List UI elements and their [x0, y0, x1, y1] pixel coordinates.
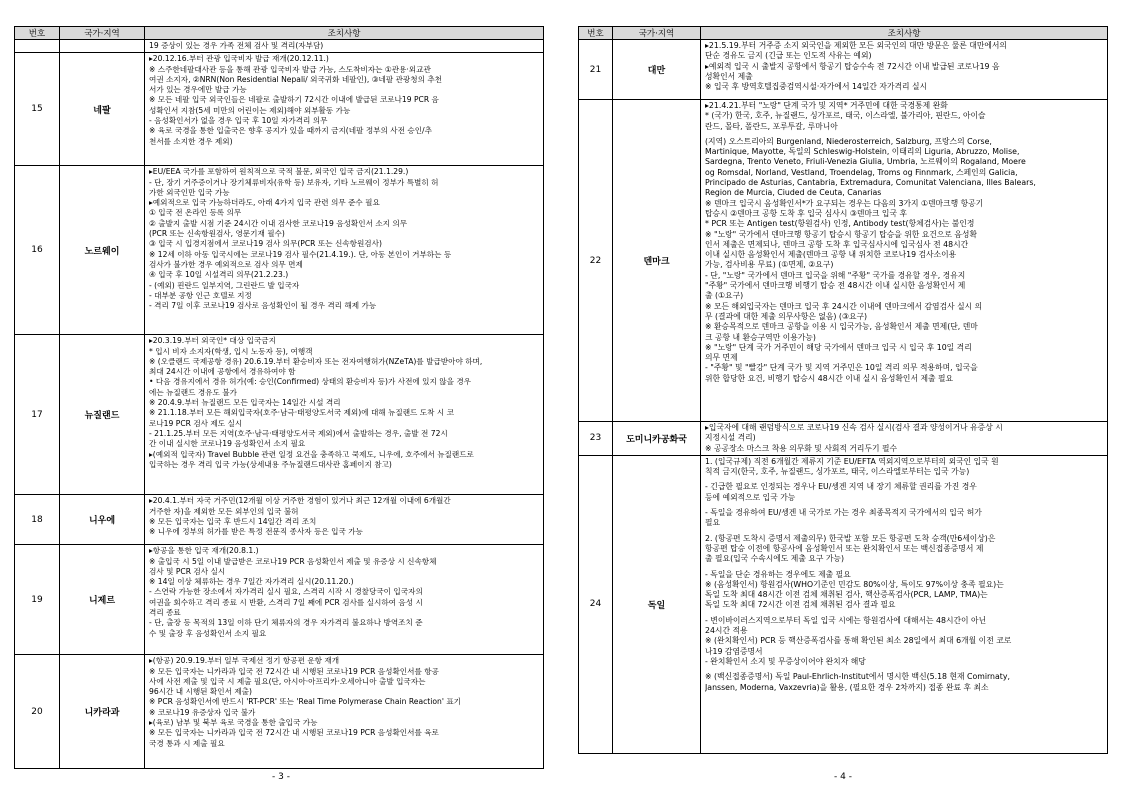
measure-line: 단순 경유도 금지 (긴급 또는 인도적 사유는 예외): [705, 51, 872, 61]
measure-line: 등에 예외적으로 입국 가능: [705, 492, 796, 502]
measure-line: (PCR 또는 신속항원검사, 영문기재 필수): [149, 229, 285, 239]
measure-line: 검사가 불가한 경우 예외적으로 검사 의무 면제: [149, 259, 303, 269]
measure-line: * PCR 또는 Antigen test(항원검사) 인정, Antibody test(항체검사)는 불인정: [705, 219, 975, 229]
measure-line: ※ "노랑" 국가에서 덴마크행 항공기 탑승시 항공기 탑승을 위한 요건으로 음성확: [705, 229, 977, 239]
table-row: [15, 655, 544, 769]
row-number: 18: [15, 495, 60, 545]
measure-line: ▸예외적 입국 시 출발지 공항에서 항공기 탑승수속 전 72시간 이내 발급된 코로나19 음: [705, 61, 1000, 71]
measure-line: 로나19 PCR 검사 제도 실시: [149, 418, 243, 428]
measure-line: 독일 도착 최대 48시간 이전 검체 채취된 검사, 핵산증폭검사(PCR, LAMP, TMA)는: [705, 590, 988, 600]
header-no: 번호: [579, 27, 613, 40]
measure-line: 여권을 회수하고 격리 종료 시 반환, 스격리 7일 째에 PCR 검사를 실시하여 음성 시: [149, 597, 423, 607]
measure-line: 항공편 탑승 이전에 항공사에 음성확인서 또는 완치확인서 또는 백신접종증명서 제: [705, 543, 984, 553]
measure-line: - 긴급한 필요로 인정되는 경우나 EU/솅겐 지역 내 장기 체류할 권리를 가진 경우: [705, 482, 977, 492]
measure-line: ※ 모든 해외입국자는 덴마크 입국 후 24시간 이내에 덴마크에서 감염검사 실시 의: [705, 301, 983, 311]
measure-line: - 음성확인서가 없을 경우 입국 후 10일 자가격리 의무: [149, 116, 328, 126]
row-number: 21: [579, 40, 613, 100]
measure-line: 탑승시 ②덴마크 공항 도착 후 입국 심사시 ③덴마크 입국 후: [705, 208, 907, 218]
page-number-left: - 3 -: [272, 772, 290, 782]
row-number: 17: [15, 335, 60, 495]
country-name: 니우에: [60, 495, 145, 545]
measure-line: 최대 24시간 이내에 공항에서 경유하여야 함: [149, 367, 296, 377]
measure-line: 이내 실시한 음성확인서 제출(덴마크 공항 내 위치한 코로나19 검사소이용: [705, 250, 957, 260]
measure-line: ※ (오클랜드 국제공항 경유) 20.6.19.부터 환승비자 또는 전자여행허가(NZeTA)를 발급받아야 하며,: [149, 356, 483, 366]
measure-line: 나19 감염증명서: [705, 646, 763, 656]
measure-line: (지역) 오스트리아의 Burgenland, Niederosterreich, Salzburg, 프랑스의 Corse,: [705, 136, 992, 146]
header-country: 국가·지역: [60, 27, 145, 40]
measure-line: ※ 12세 이하 아동 입국시에는 코로나19 검사 필수(21.4.19.). 단, 아동 본인이 거부하는 등: [149, 249, 452, 259]
measure-line: - "주황" 및 "빨강" 단계 국가 및 지역 거주민은 10일 격리 의무 적용하며, 입국을: [705, 363, 978, 373]
measure-line: ③ 입국 시 입경지점에서 코로나19 검사 의무(PCR 또는 신속항원검사): [149, 239, 382, 249]
measure-line: 크 공항 내 환승구역만 이용가능): [705, 332, 816, 342]
measure-line: ▸(예외적 입국자) Travel Bubble 관련 일정 요건을 충족하고 쿡제도, 니우에, 호주에서 뉴질랜드로: [149, 449, 474, 459]
measure-line: ※ 모든 입국자는 니카라과 입국 전 72시간 내 시행된 코로나19 PCR 음성확인서를 육로: [149, 728, 439, 738]
measure-line: 거주한 자)을 제외한 모든 외부인의 입국 불허: [149, 506, 299, 516]
measure-line: 격리 종료: [149, 608, 181, 618]
measure-line: ④ 입국 후 10일 시설격리 의무(21.2.23.): [149, 270, 289, 280]
country-name: 뉴질랜드: [60, 335, 145, 495]
measure-line: Sardegna, Trento Veneto, Friuli-Venezia Giulia, Umbria, 노르웨이의 Rogaland, Moere: [705, 157, 1026, 167]
measures-cell: [701, 455, 1108, 753]
measures-cell: [145, 166, 544, 335]
table-row: [15, 53, 544, 166]
measure-line: 칙적 금지(한국, 호주, 뉴질랜드, 싱가포르, 태국, 이스라엘로부터는 입국 가능): [705, 467, 970, 477]
measure-line: 출 필요(입국 수속시에도 제출 요구 가능): [705, 554, 844, 564]
country-name: 도미니카공화국: [613, 422, 701, 456]
measure-line: 위한 합당한 요건, 비행기 탑승시 48시간 이내 실시 음성확인서 제출 필요: [705, 373, 954, 383]
row-number: 20: [15, 655, 60, 769]
measure-line: - 단, 출장 등 목적의 13일 이하 단기 체류자의 경우 자가격리 불요하나 방역조치 준: [149, 618, 423, 628]
measure-line: ※ 공공장소 마스크 착용 의무화 및 사회적 거리두기 필수: [705, 443, 898, 453]
measure-line: 24시간 적용: [705, 626, 748, 636]
measure-line: 인서 제출은 면제되나, 덴마크 공항 도착 후 입국심사시에 입국심사 전 48시간: [705, 239, 969, 249]
measure-line: Martinique, Mayotte, 독일의 Schleswig-Holstein, 이태리의 Liguria, Abruzzo, Molise,: [705, 147, 1020, 157]
measure-line: 성확인서 지참(5세 미만의 어린이는 제외)해야 외부활동 가능: [149, 105, 351, 115]
measures-cell: [701, 40, 1108, 100]
row-number: 22: [579, 100, 613, 422]
measure-line: - 단, 장기 거주증이거나 장기체류비자(유학 등) 보유자, 기타 노르웨이 정부가 특별히 허: [149, 177, 439, 187]
measure-line: 입국하는 경우 격리 입국 가능(상세내용 주뉴질랜드대사관 홈페이지 참고): [149, 459, 392, 469]
country-name: 니카라과: [60, 655, 145, 769]
measure-line: ▸21.4.21.부터 "노랑" 단계 국가 및 지역* 거주민에 대한 국경통제 완화: [705, 101, 948, 110]
left-measures-table: [14, 26, 544, 769]
measure-line: ※ 모든 입국자는 니카라과 입국 전 72시간 내 시행된 코로나19 PCR 음성확인서를 항공: [149, 666, 439, 676]
measure-line: ▸항공을 통한 입국 재개(20.8.1.): [149, 546, 259, 556]
measure-line: "주황" 국가에서 덴마크행 비행기 탑승 전 48시간 이내 실시한 음성확인서 제: [705, 281, 966, 291]
measure-line: ② 출발지 출발 시점 기준 24시간 이내 검사한 코로나19 음성확인서 소지 의무: [149, 218, 408, 228]
table-row: [15, 40, 544, 53]
measure-line: ▸21.5.19.부터 거주증 소지 외국인을 제외한 모든 외국인의 대만 방문은 물론 대만에서의: [705, 41, 1007, 50]
measure-line: ※ 14일 이상 체류하는 경우 7일간 자가격리 실시(20.11.20.): [149, 577, 354, 587]
right-measures-table: [578, 26, 1108, 754]
measure-line: 필요: [705, 518, 721, 528]
measure-line: * (국가) 한국, 호주, 뉴질랜드, 싱가포르, 태국, 이스라엘, 불가리아, 핀란드, 아이슬: [705, 111, 986, 121]
header-measures: 조치사항: [145, 27, 544, 40]
measure-line: - 완치확인서 소지 및 무증상이어야 완치자 해당: [705, 656, 866, 666]
measure-line: ※ 출입국 시 5일 이내 발급받은 코로나19 PCR 음성확인서 제출 및 유증상 시 신속항체: [149, 556, 437, 566]
measure-line: ▸20.4.1.부터 자국 거주민(12개월 이상 거주한 경험이 있거나 최근 12개월 이내에 6개월간: [149, 496, 451, 506]
measure-line: Janssen, Moderna, Vaxzevria)을 활용, (필요한 경우 2차까지) 접종 완료 후 최소: [705, 682, 989, 692]
row-number: 15: [15, 53, 60, 166]
measure-line: ▸예외적으로 입국 가능하더라도, 아래 4가지 입국 관련 의무 준수 필요: [149, 198, 380, 208]
measures-cell: [701, 100, 1108, 422]
measure-line: - (예외) 핀란드 일부지역, 그린란드 발 입국자: [149, 280, 300, 290]
measure-line: 1. (입국규제) 직전 6개월간 제류지 기준 EU/EFTA 역외지역으로부터의 외국인 입국 원: [705, 456, 999, 466]
page-number-right: - 4 -: [834, 772, 852, 782]
header-country: 국가·지역: [613, 27, 701, 40]
measure-line: ▸EU/EEA 국가를 포함하여 원칙적으로 국적 불문, 외국인 입국 금지(21.1.29.): [149, 167, 409, 177]
measure-line: ※ (백신접종증명서) 독일 Paul-Ehrlich-Institut에서 명시한 백신(5.18 현재 Comirnaty,: [705, 672, 1010, 682]
measure-line: 성확인서 제출: [705, 71, 753, 81]
country-name: 대만: [613, 40, 701, 100]
measure-line: 사에 사전 제출 및 입국 시 제출 필요(단, 아시아·아프리카·오세아니아 출발 입국자는: [149, 676, 426, 686]
measure-line: • 다음 경유지에서 경유 허가(예: 승인(Confirmed) 상태의 환승비자 등)가 사전에 있지 않을 경우: [149, 377, 472, 387]
measure-line: 96시간 내 시행된 확인서 제출): [149, 687, 252, 697]
table-row: [15, 335, 544, 495]
measure-line: - 독일을 경유하여 EU/솅겐 내 국가로 가는 경우 최종목적지 국가에서의 입국 허가: [705, 508, 982, 518]
measure-line: 란드, 몰타, 폴란드, 포루투갈, 루마니아: [705, 121, 838, 131]
measures-cell: [145, 545, 544, 655]
measure-line: ※ 덴마크 입국시 음성확인서*가 요구되는 경우는 다음의 3가지 ①덴마크행 항공기: [705, 198, 984, 208]
measure-line: ※ (음성확인서) 항원검사(WHO기준인 민감도 80%이상, 특이도 97%이상 충족 필요)는: [705, 579, 1004, 589]
measure-line: ※ 입국 후 방역호텔집중검역시설·자가에서 14일간 자가격리 실시: [705, 82, 928, 92]
measure-line: ※ 육로 국경을 통한 입출국은 향후 공지가 있을 때까지 금지(네팔 정부의 사전 승인/추: [149, 126, 432, 136]
measures-cell: [145, 53, 544, 166]
measure-line: og Romsdal, Norland, Vestland, Troendelag, Troms og Finnmark, 스페인의 Galicia,: [705, 167, 1018, 177]
measure-line: 출 (①요구): [705, 291, 744, 301]
row-number: 23: [579, 422, 613, 456]
row-number: 19: [15, 545, 60, 655]
measure-line: 19 증상이 있는 경우 가족 전체 검사 및 격리(자부담): [149, 41, 324, 50]
measure-line: 국경 통과 시 제출 필요: [149, 738, 225, 748]
measure-line: 가한 외국인만 입국 가능: [149, 187, 230, 197]
table-row: [579, 455, 1108, 753]
measures-cell: [145, 40, 544, 53]
table-row: [579, 422, 1108, 456]
measure-line: - 21.1.25.부터 모든 지역(호주·남극·태평양도서국 제외)에서 출발하는 경우, 출발 전 72시: [149, 428, 448, 438]
left-page: [14, 26, 544, 769]
measure-line: - 격리 7일 이후 코로나19 검사로 음성확인이 될 경우 격리 해제 가능: [149, 301, 377, 311]
measure-line: * 입시 비자 소지자(학생, 입시 노동자 등), 여행객: [149, 346, 313, 356]
measures-cell: [145, 655, 544, 769]
measure-line: 독일 도착 최대 72시간 이전 검체 채취된 검사 결과 필요: [705, 600, 896, 610]
measure-line: ▸(육로) 남부 및 북부 육로 국경을 통한 출입국 가능: [149, 718, 318, 728]
measure-line: 서가 있는 경우에만 발급 가능: [149, 85, 247, 95]
measures-cell: [701, 422, 1108, 456]
measure-line: ※ 21.1.18.부터 모든 해외입국자(호주·남극·태평양도서국 제외)에 대해 뉴질랜드 도착 시 코: [149, 408, 454, 418]
measures-cell: [145, 495, 544, 545]
measure-line: 검사 및 PCR 검사 실시: [149, 566, 226, 576]
measure-line: 여권 소지자, ②NRN(Non Residential Nepali/ 외국귀화 네팔인), ③네팔 관광청의 추천: [149, 74, 443, 84]
measure-line: ※ "노랑" 단계 국가 거주민이 해당 국가에서 덴마크 입국 시 입국 후 10일 격리: [705, 342, 972, 352]
measure-line: ※ 스주한네팔대사관 등을 통해 관광 입국비자 발급 가능, 스도착비자는 ①관용·외교관: [149, 64, 431, 74]
measure-line: ※ PCR 음성확인서에 반드시 'RT-PCR' 또는 'Real Time Polymerase Chain Reaction' 표기: [149, 697, 462, 707]
measure-line: 무 (결과에 대한 제출 의무사항은 없음) (③요구): [705, 311, 868, 321]
row-number: 24: [579, 455, 613, 753]
country-name: [60, 40, 145, 53]
measure-line: - 스연락 가능한 장소에서 자가격리 실시 필요, 스격리 시작 시 경찰당국이 입국자의: [149, 587, 423, 597]
measure-line: ※ 20.4.9.부터 뉴질랜드 모든 입국자는 14일간 시설 격리: [149, 398, 341, 408]
measure-line: 천서를 소지한 경우 제외): [149, 136, 233, 146]
table-row: [579, 40, 1108, 100]
measure-line: ① 입국 전 온라인 등록 의무: [149, 208, 242, 218]
country-name: 덴마크: [613, 100, 701, 422]
table-header-row: [579, 27, 1108, 40]
measure-line: ▸입국자에 대해 랜덤방식으로 코로나19 신속 검사 실시(검사 결과 양성이거나 유증상 시: [705, 423, 1003, 432]
measure-line: ※ 모든 입국자는 입국 후 반드시 14일간 격리 조치: [149, 516, 317, 526]
measure-line: 가능, 검사비용 무료) (①면제, ②요구): [705, 260, 834, 270]
left-table-body: [15, 40, 544, 769]
table-header-row: [15, 27, 544, 40]
measure-line: Principado de Asturias, Cantabria, Extremadura, Comunitat Valenciana, Illes Balears,: [705, 178, 1036, 188]
measure-line: ▸20.12.16.부터 관광 입국비자 발급 재개(20.12.11.): [149, 54, 329, 64]
measure-line: 지정시설 격리): [705, 433, 756, 443]
country-name: 독일: [613, 455, 701, 753]
header-measures: 조치사항: [701, 27, 1108, 40]
measure-line: ▸20.3.19.부터 외국인* 대상 입국금지: [149, 336, 276, 346]
row-number: 16: [15, 166, 60, 335]
country-name: 네팔: [60, 53, 145, 166]
measure-line: ▸(항공) 20.9.19.부터 일부 국제선 정기 항공편 운항 재개: [149, 656, 340, 666]
measure-line: ※ 환승목적으로 덴마크 공항을 이용 시 입국가능, 음성확인서 제출 면제(단, 덴마: [705, 322, 978, 332]
measure-line: Region de Murcia, Ciuded de Ceuta, Canarias: [705, 188, 882, 198]
table-row: [15, 545, 544, 655]
measure-line: 2. (항공편 도착시 증명서 제출의무) 한국발 포함 모든 항공편 도착 승객(만6세이상)은: [705, 533, 996, 543]
right-page: [578, 26, 1108, 754]
measure-line: ※ 모든 네팔 입국 외국인들은 네팔로 출발하기 72시간 이내에 발급된 코로나19 PCR 음: [149, 95, 439, 105]
measure-line: - 대부분 공항 인근 호텔로 지정: [149, 290, 252, 300]
country-name: 노르웨이: [60, 166, 145, 335]
header-no: 번호: [15, 27, 60, 40]
measure-line: - 변이바이러스지역으로부터 독일 입국 시에는 항원검사에 대해서는 48시간이 아닌: [705, 615, 987, 625]
measure-line: ※ 니우에 정부의 허가를 받은 특정 전문직 종사자 등은 입국 가능: [149, 527, 363, 537]
table-row: [579, 100, 1108, 422]
table-row: [15, 166, 544, 335]
measure-line: 간 이내 실시한 코로나19 음성확인서 소지 필요: [149, 439, 306, 449]
measure-line: 의무 면제: [705, 353, 738, 363]
table-row: [15, 495, 544, 545]
measures-cell: [145, 335, 544, 495]
measure-line: - 단, "노랑" 국가에서 덴마크 입국을 위해 "주황" 국가를 경유할 경우, 경유지: [705, 270, 966, 280]
right-table-body: [579, 40, 1108, 754]
country-name: 니제르: [60, 545, 145, 655]
measure-line: ※ 코로나19 유증상자 입국 불가: [149, 707, 256, 717]
measure-line: 에는 뉴질랜드 경유도 불가: [149, 387, 237, 397]
measure-line: ※ (완치확인서) PCR 등 핵산증폭검사를 통해 확인된 최소 28일에서 최대 6개월 이전 코로: [705, 636, 1012, 646]
row-number: [15, 40, 60, 53]
measure-line: - 독일을 단순 경유하는 경우에도 제출 필요: [705, 569, 851, 579]
measure-line: 수 및 출장 후 음성확인서 소지 필요: [149, 628, 267, 638]
